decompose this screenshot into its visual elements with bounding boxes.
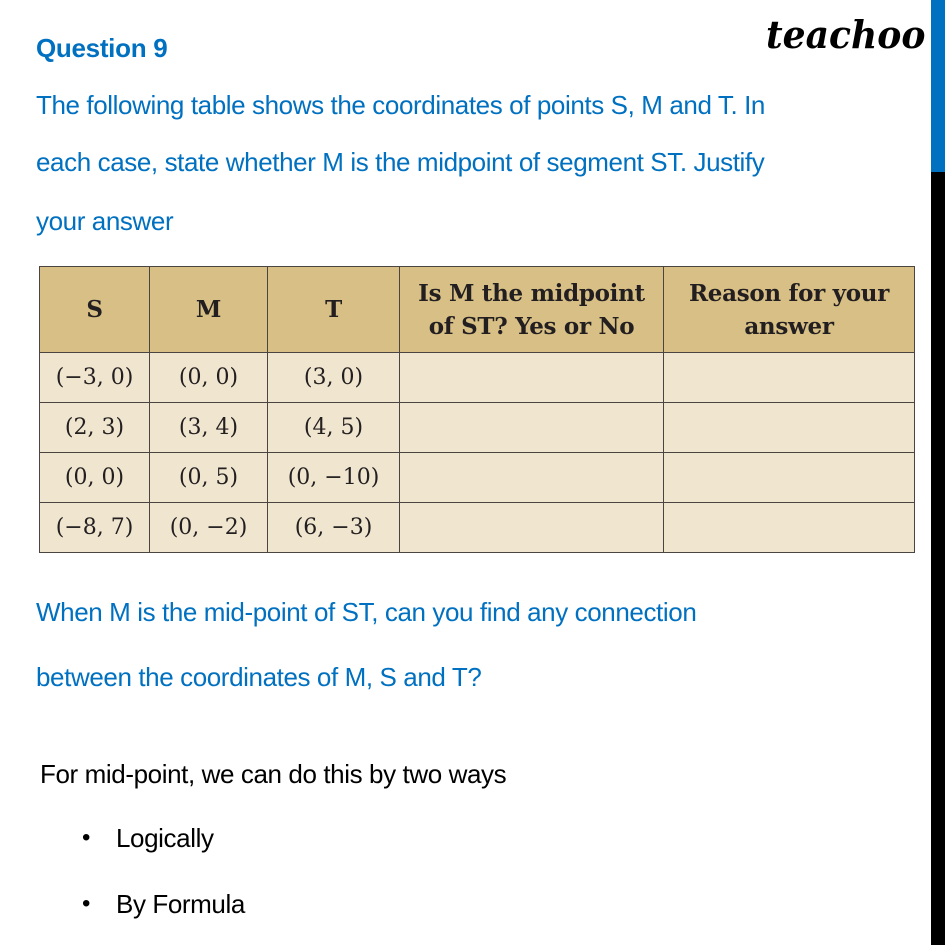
- followup-line-2: between the coordinates of M, S and T?: [36, 662, 482, 692]
- cell-is-midpoint: [400, 503, 664, 553]
- cell-s: (0, 0): [40, 453, 150, 503]
- table-row: [40, 453, 915, 503]
- header-s: S: [40, 267, 150, 353]
- cell-m: (0, −2): [150, 503, 268, 553]
- cell-reason: [664, 453, 915, 503]
- question-title: Question 9: [36, 33, 168, 63]
- cell-is-midpoint: [400, 453, 664, 503]
- table-row: [40, 503, 915, 553]
- table-header-row: [40, 267, 915, 353]
- coordinates-table: [39, 266, 915, 553]
- teachoo-logo: teachoo: [766, 12, 926, 57]
- cell-m: (3, 4): [150, 403, 268, 453]
- cell-s: (−3, 0): [40, 353, 150, 403]
- header-reason: Reason for your answer: [664, 267, 915, 353]
- header-m: M: [150, 267, 268, 353]
- cell-t: (6, −3): [268, 503, 400, 553]
- side-accent-bar-blue: [931, 0, 945, 172]
- cell-t: (3, 0): [268, 353, 400, 403]
- cell-m: (0, 0): [150, 353, 268, 403]
- header-t: T: [268, 267, 400, 353]
- cell-t: (0, −10): [268, 453, 400, 503]
- side-accent-bar-black: [931, 172, 945, 945]
- method-item-by-formula: By Formula: [116, 889, 245, 919]
- cell-reason: [664, 403, 915, 453]
- cell-reason: [664, 503, 915, 553]
- table-row: [40, 403, 915, 453]
- solution-intro: For mid-point, we can do this by two ways: [40, 759, 507, 789]
- table-row: [40, 353, 915, 403]
- cell-is-midpoint: [400, 353, 664, 403]
- cell-t: (4, 5): [268, 403, 400, 453]
- question-prompt-line-2: each case, state whether M is the midpoint of segment ST. Justify: [36, 147, 765, 177]
- bullet-icon: •: [82, 890, 91, 917]
- cell-s: (−8, 7): [40, 503, 150, 553]
- bullet-icon: •: [82, 824, 91, 851]
- followup-line-1: When M is the mid-point of ST, can you find any connection: [36, 597, 697, 627]
- method-item-logically: Logically: [116, 823, 214, 853]
- question-prompt-line-3: your answer: [36, 206, 174, 236]
- cell-m: (0, 5): [150, 453, 268, 503]
- header-is-midpoint: Is M the midpoint of ST? Yes or No: [400, 267, 664, 353]
- cell-s: (2, 3): [40, 403, 150, 453]
- cell-is-midpoint: [400, 403, 664, 453]
- cell-reason: [664, 353, 915, 403]
- question-prompt-line-1: The following table shows the coordinates of points S, M and T. In: [36, 90, 765, 120]
